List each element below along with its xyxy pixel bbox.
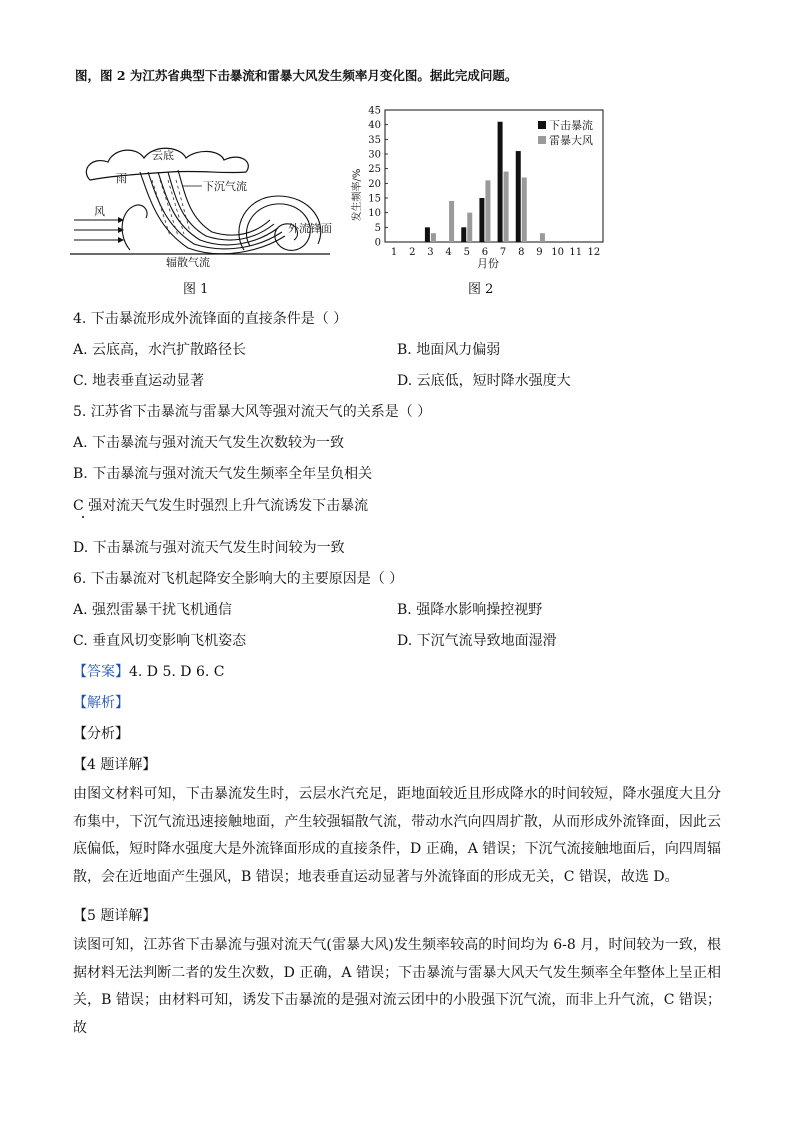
q4-option-c: C. 地表垂直运动显著	[73, 373, 205, 389]
bar-thunderstorm-wind	[467, 213, 472, 242]
y-tick-label: 45	[368, 105, 381, 117]
y-tick-label: 10	[368, 208, 381, 220]
legend-label-thunderstorm-wind: 雷暴大风	[549, 134, 593, 147]
x-tick-label: 2	[409, 247, 416, 258]
x-tick-label: 1	[390, 247, 398, 258]
q5-option-b: B. 下击暴流与强对流天气发生频率全年呈负相关	[73, 466, 373, 482]
answer-line	[73, 661, 224, 681]
answer-label: 【答案】	[73, 664, 129, 680]
bar-thunderstorm-wind	[522, 177, 527, 242]
analysis-label: 【解析】	[73, 695, 129, 711]
bar-thunderstorm-wind	[504, 172, 509, 242]
x-tick-label: 3	[427, 247, 434, 258]
x-tick-label: 7	[499, 247, 507, 258]
bar-thunderstorm-wind	[485, 180, 490, 242]
x-tick-label: 8	[518, 247, 525, 258]
fenxi-label: 【分析】	[73, 726, 129, 742]
y-tick-label: 0	[374, 237, 381, 249]
label-cloud-base: 云底	[152, 149, 174, 162]
q5-option-d: D. 下击暴流与强对流天气发生时间较为一致	[73, 540, 345, 556]
label-radial-flow: 辐散气流	[166, 256, 210, 269]
figure-1-caption: 图 1	[183, 282, 209, 297]
figure-1-downburst-diagram	[70, 140, 345, 270]
q5-option-c: C 强对流天气发生时强烈上升气流诱发下击暴流	[73, 498, 369, 514]
y-tick-label: 15	[368, 193, 381, 205]
bar-downburst	[461, 227, 466, 242]
q6-option-a: A. 强烈雷暴干扰飞机通信	[73, 602, 233, 618]
label-wind: 风	[94, 205, 105, 218]
stray-dot	[82, 516, 84, 518]
q6-option-b: B. 强降水影响操控视野	[397, 602, 543, 618]
detail5-text: 读图可知，江苏省下击暴流与强对流天气(雷暴大风)发生频率较高的时间均为 6-8 月，时间较为一致，根据材料无法判断二者的发生次数，D 正确，A 错误；下击暴流与雷暴大风天气发生频率全年整体上呈正相关，B 错误；由材料可知，诱发下击暴流的是强对流云团中的小股强下沉气流，而非上升气流，C 错误；故	[73, 937, 721, 1036]
intro-text: 图，图 2 为江苏省典型下击暴流和雷暴大风发生频率月变化图。据此完成问题。	[75, 68, 518, 83]
x-tick-label: 6	[481, 247, 489, 258]
figure-2-caption: 图 2	[468, 282, 494, 297]
bar-downburst	[516, 151, 521, 242]
label-rain: 雨	[116, 172, 127, 185]
figure-2-bar-chart	[345, 100, 610, 275]
legend-swatch-downburst	[538, 121, 546, 129]
label-outflow-front: 外流锋面	[288, 222, 332, 235]
detail4-text: 由图文材料可知，下击暴流发生时，云层水汽充足，距地面较近且形成降水的时间较短，降水强度大且分布集中，下沉气流迅速接触地面，产生较强辐散气流，带动水汽向四周扩散，从而形成外流锋面，因此云底偏低，短时降水强度大是外流锋面形成的直接条件，D 正确，A 错误；下沉气流接触地面后，向四周辐散，会在近地面产生强风，B 错误；地表垂直运动显著与外流锋面的形成无关，C 错误，故选 D。	[73, 786, 721, 885]
label-downdraft: 下沉气流	[203, 180, 247, 193]
bar-thunderstorm-wind	[449, 201, 454, 242]
x-tick-label: 9	[536, 247, 543, 258]
q4-stem: 4. 下击暴流形成外流锋面的直接条件是（ ）	[73, 311, 348, 327]
detail4-label: 【4 题详解】	[73, 757, 157, 773]
chart-xlabel: 月份	[477, 257, 499, 270]
x-tick-label: 11	[569, 247, 583, 258]
chart-legend	[538, 118, 593, 147]
q4-option-b: B. 地面风力偏弱	[397, 342, 501, 358]
y-tick-label: 5	[374, 222, 381, 234]
wind-arrows	[74, 217, 124, 243]
bar-thunderstorm-wind	[431, 233, 436, 242]
bar-downburst	[479, 198, 484, 242]
x-tick-label: 5	[463, 247, 470, 258]
y-tick-label: 40	[368, 120, 381, 132]
detail5-label: 【5 题详解】	[73, 908, 157, 924]
q4-option-d: D. 云底低，短时降水强度大	[397, 373, 571, 389]
legend-label-downburst: 下击暴流	[549, 119, 593, 132]
legend-swatch-thunderstorm-wind	[538, 136, 546, 144]
y-tick-label: 30	[368, 149, 381, 161]
q6-option-d: D. 下沉气流导致地面湿滑	[397, 633, 557, 649]
y-tick-label: 25	[368, 164, 381, 176]
bar-downburst	[498, 122, 503, 242]
answer-text: 4. D 5. D 6. C	[129, 664, 225, 680]
q6-option-c: C. 垂直风切变影响飞机姿态	[73, 633, 247, 649]
chart-ylabel: 发生频率/%	[352, 168, 363, 222]
x-tick-label: 4	[445, 247, 452, 258]
left-curl	[122, 205, 147, 250]
bar-downburst	[425, 227, 430, 242]
q5-option-a: A. 下击暴流与强对流天气发生次数较为一致	[73, 435, 345, 451]
x-tick-label: 12	[587, 247, 601, 258]
y-tick-label: 20	[368, 178, 381, 190]
q6-stem: 6. 下击暴流对飞机起降安全影响大的主要原因是（ ）	[73, 571, 404, 587]
q5-stem: 5. 江苏省下击暴流与雷暴大风等强对流天气的关系是（ ）	[73, 404, 432, 420]
q4-option-a: A. 云底高，水汽扩散路径长	[73, 342, 247, 358]
x-tick-label: 10	[551, 247, 564, 258]
y-tick-label: 35	[368, 134, 381, 146]
bar-thunderstorm-wind	[540, 233, 545, 242]
